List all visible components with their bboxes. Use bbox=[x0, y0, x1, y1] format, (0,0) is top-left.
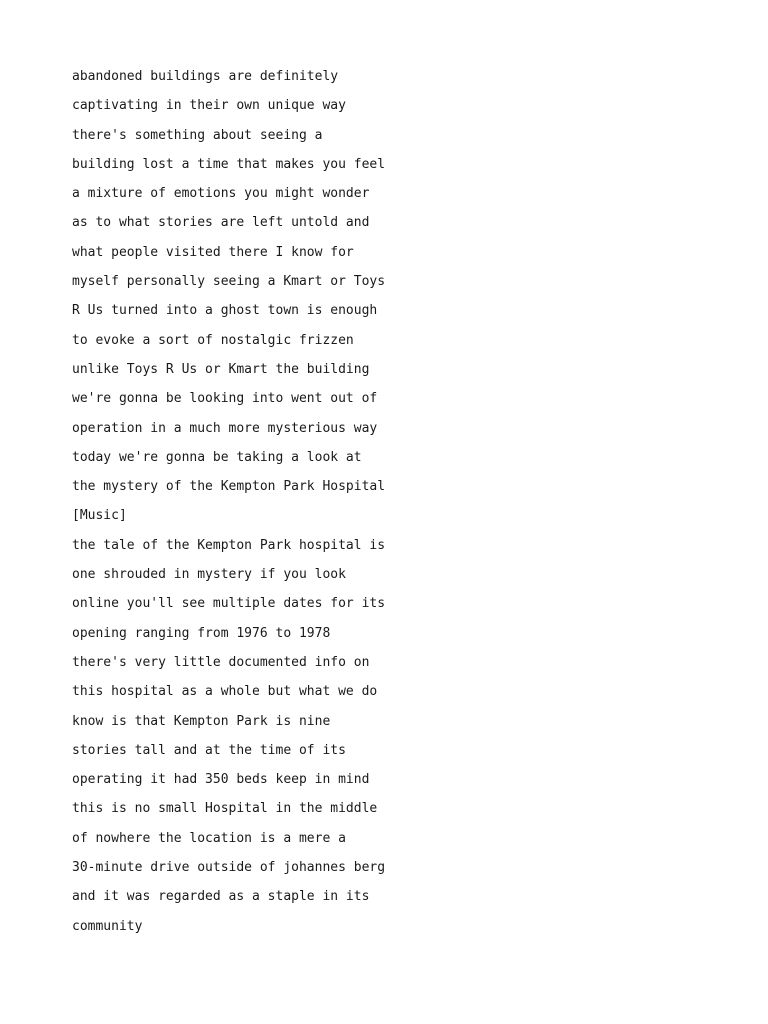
transcript-line: there's very little documented info on bbox=[72, 654, 370, 670]
transcript-line: we're gonna be looking into went out of bbox=[72, 391, 378, 407]
transcript-line: there's something about seeing a bbox=[72, 127, 323, 143]
transcript-line: the mystery of the Kempton Park Hospital bbox=[72, 479, 386, 495]
transcript-line: opening ranging from 1976 to 1978 bbox=[72, 625, 331, 641]
transcript-line: abandoned buildings are definitely bbox=[72, 69, 339, 84]
transcript-line: today we're gonna be taking a look at bbox=[72, 449, 362, 465]
transcript-line: 30-minute drive outside of johannes berg bbox=[72, 860, 386, 876]
transcript-line: to evoke a sort of nostalgic frizzen bbox=[72, 332, 354, 348]
transcript-line: R Us turned into a ghost town is enough bbox=[72, 303, 378, 319]
transcript-line: community bbox=[72, 918, 143, 934]
transcript-line: building lost a time that makes you feel bbox=[72, 156, 386, 172]
transcript-line: stories tall and at the time of its bbox=[72, 742, 346, 758]
transcript-line: of nowhere the location is a mere a bbox=[72, 830, 346, 846]
transcript-line: online you'll see multiple dates for its bbox=[72, 596, 386, 612]
transcript-line: captivating in their own unique way bbox=[72, 98, 346, 114]
transcript-line: know is that Kempton Park is nine bbox=[72, 713, 331, 729]
transcript-line: unlike Toys R Us or Kmart the building bbox=[72, 361, 370, 377]
transcript-line: this is no small Hospital in the middle bbox=[72, 801, 378, 817]
transcript-line: the tale of the Kempton Park hospital is bbox=[72, 537, 386, 553]
transcript-text bbox=[72, 62, 432, 941]
transcript-line: one shrouded in mystery if you look bbox=[72, 567, 346, 583]
transcript-line: as to what stories are left untold and bbox=[72, 215, 370, 231]
transcript-line: and it was regarded as a staple in its bbox=[72, 889, 370, 905]
transcript-line: operation in a much more mysterious way bbox=[72, 420, 378, 436]
transcript-line: operating it had 350 beds keep in mind bbox=[72, 772, 370, 788]
music-cue: [Music] bbox=[72, 508, 127, 524]
transcript-line: a mixture of emotions you might wonder bbox=[72, 186, 370, 202]
transcript-line: myself personally seeing a Kmart or Toys bbox=[72, 274, 386, 290]
transcript-line: this hospital as a whole but what we do bbox=[72, 684, 378, 700]
transcript-line: what people visited there I know for bbox=[72, 244, 354, 260]
